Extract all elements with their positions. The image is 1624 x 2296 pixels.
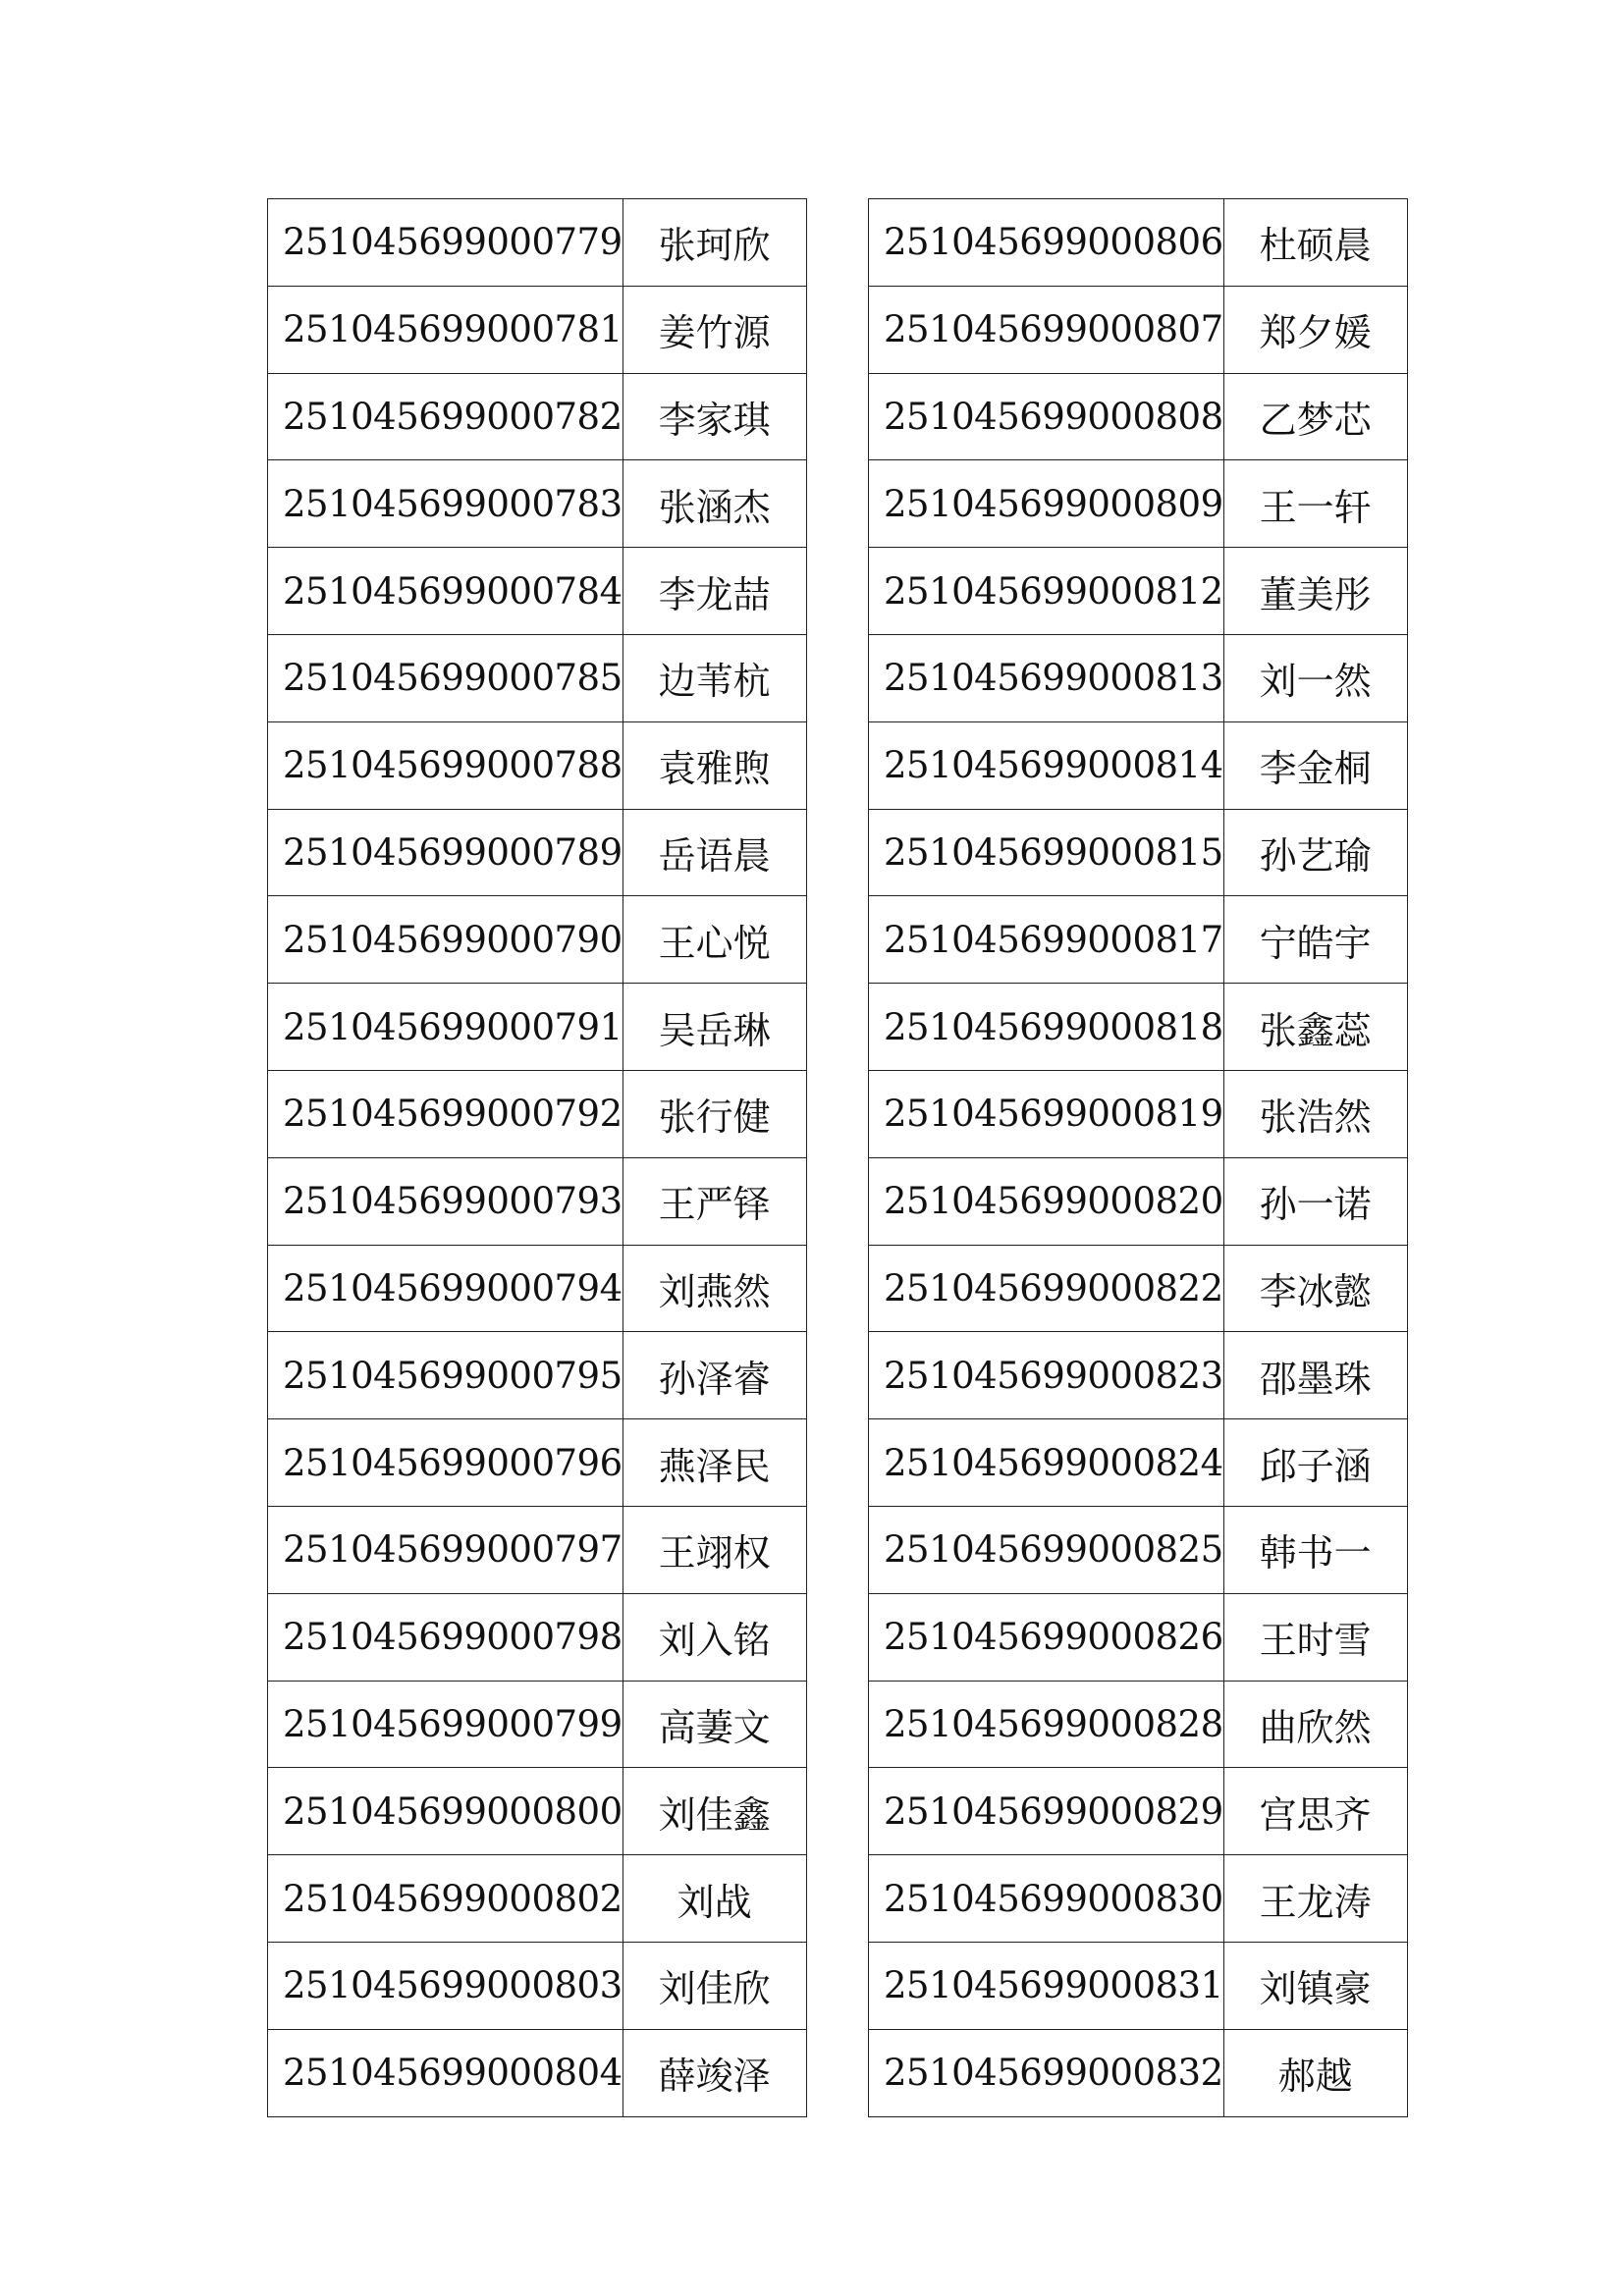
candidate-name-cell: 李冰懿 [1223,1245,1407,1332]
candidate-name-cell: 张涵杰 [623,460,806,548]
candidate-name-cell: 王龙涛 [1223,1855,1407,1943]
table-row [268,1855,807,1943]
table-row [869,2029,1408,2116]
candidate-name-cell: 王一轩 [1223,460,1407,548]
table-row [869,1419,1408,1507]
table-row [869,721,1408,809]
candidate-id-cell: 251045699000790 [268,896,623,984]
candidate-id-cell: 251045699000804 [268,2029,623,2116]
candidate-id-cell: 251045699000825 [869,1506,1224,1593]
candidate-name-cell: 邱子涵 [1223,1419,1407,1507]
candidate-name-cell: 袁雅煦 [623,721,806,809]
table-row [268,896,807,984]
candidate-id-cell: 251045699000818 [869,984,1224,1071]
candidate-id-cell: 251045699000788 [268,721,623,809]
candidate-name-cell: 曲欣然 [1223,1681,1407,1768]
candidate-name-cell: 宫思齐 [1223,1768,1407,1855]
candidate-name-cell: 刘入铭 [623,1593,806,1681]
candidate-id-cell: 251045699000793 [268,1157,623,1245]
candidate-id-cell: 251045699000789 [268,809,623,896]
candidate-id-cell: 251045699000809 [869,460,1224,548]
candidate-name-cell: 刘燕然 [623,1245,806,1332]
table-row [268,1681,807,1768]
candidate-id-cell: 251045699000812 [869,548,1224,635]
table-row [268,1942,807,2029]
roster-table-right [868,198,1408,2117]
table-row [268,373,807,460]
table-row [268,199,807,287]
table-row [869,634,1408,721]
roster-table-left-body [268,199,807,2117]
candidate-id-cell: 251045699000799 [268,1681,623,1768]
candidate-name-cell: 孙一诺 [1223,1157,1407,1245]
candidate-id-cell: 251045699000806 [869,199,1224,287]
candidate-id-cell: 251045699000826 [869,1593,1224,1681]
candidate-id-cell: 251045699000819 [869,1070,1224,1157]
table-row [869,460,1408,548]
candidate-name-cell: 乙梦芯 [1223,373,1407,460]
candidate-name-cell: 李龙喆 [623,548,806,635]
table-row [268,1332,807,1419]
candidate-id-cell: 251045699000783 [268,460,623,548]
candidate-id-cell: 251045699000828 [869,1681,1224,1768]
table-row [869,1070,1408,1157]
candidate-name-cell: 刘战 [623,1855,806,1943]
candidate-name-cell: 董美彤 [1223,548,1407,635]
candidate-name-cell: 邵墨珠 [1223,1332,1407,1419]
candidate-id-cell: 251045699000800 [268,1768,623,1855]
candidate-name-cell: 李金桐 [1223,721,1407,809]
candidate-id-cell: 251045699000798 [268,1593,623,1681]
candidate-id-cell: 251045699000824 [869,1419,1224,1507]
table-row [268,1593,807,1681]
candidate-id-cell: 251045699000781 [268,286,623,373]
table-row [869,1942,1408,2029]
candidate-name-cell: 王心悦 [623,896,806,984]
table-row [268,1768,807,1855]
candidate-name-cell: 王时雪 [1223,1593,1407,1681]
candidate-id-cell: 251045699000779 [268,199,623,287]
candidate-id-cell: 251045699000813 [869,634,1224,721]
candidate-name-cell: 姜竹源 [623,286,806,373]
candidate-name-cell: 孙艺瑜 [1223,809,1407,896]
candidate-name-cell: 李家琪 [623,373,806,460]
table-row [268,1157,807,1245]
candidate-id-cell: 251045699000815 [869,809,1224,896]
table-row [268,1070,807,1157]
candidate-id-cell: 251045699000802 [268,1855,623,1943]
candidate-name-cell: 王严铎 [623,1157,806,1245]
table-row [268,286,807,373]
table-row [869,1245,1408,1332]
candidate-name-cell: 张行健 [623,1070,806,1157]
table-row [268,1506,807,1593]
table-row [268,1245,807,1332]
candidate-name-cell: 刘一然 [1223,634,1407,721]
candidate-name-cell: 宁皓宇 [1223,896,1407,984]
candidate-id-cell: 251045699000814 [869,721,1224,809]
table-row [869,1157,1408,1245]
table-row [869,1681,1408,1768]
table-row [869,1593,1408,1681]
candidate-name-cell: 边苇杭 [623,634,806,721]
candidate-id-cell: 251045699000785 [268,634,623,721]
table-row [869,548,1408,635]
table-row [869,1768,1408,1855]
candidate-name-cell: 刘镇豪 [1223,1942,1407,2029]
table-row [869,373,1408,460]
candidate-id-cell: 251045699000808 [869,373,1224,460]
roster-table-right-body [869,199,1408,2117]
candidate-id-cell: 251045699000803 [268,1942,623,2029]
candidate-name-cell: 韩书一 [1223,1506,1407,1593]
table-row [869,896,1408,984]
candidate-id-cell: 251045699000832 [869,2029,1224,2116]
candidate-name-cell: 岳语晨 [623,809,806,896]
table-row [268,2029,807,2116]
table-row [268,984,807,1071]
candidate-name-cell: 王翊权 [623,1506,806,1593]
table-row [869,1332,1408,1419]
candidate-name-cell: 张浩然 [1223,1070,1407,1157]
table-row [268,721,807,809]
table-row [869,1506,1408,1593]
candidate-name-cell: 刘佳鑫 [623,1768,806,1855]
candidate-name-cell: 高萋文 [623,1681,806,1768]
table-row [869,809,1408,896]
candidate-id-cell: 251045699000782 [268,373,623,460]
candidate-name-cell: 孙泽睿 [623,1332,806,1419]
candidate-name-cell: 吴岳琳 [623,984,806,1071]
table-row [268,548,807,635]
candidate-id-cell: 251045699000830 [869,1855,1224,1943]
candidate-name-cell: 杜硕晨 [1223,199,1407,287]
candidate-id-cell: 251045699000795 [268,1332,623,1419]
table-row [268,460,807,548]
candidate-id-cell: 251045699000792 [268,1070,623,1157]
candidate-id-cell: 251045699000794 [268,1245,623,1332]
candidate-name-cell: 郑夕媛 [1223,286,1407,373]
candidate-id-cell: 251045699000791 [268,984,623,1071]
candidate-id-cell: 251045699000822 [869,1245,1224,1332]
table-row [869,984,1408,1071]
candidate-id-cell: 251045699000817 [869,896,1224,984]
candidate-id-cell: 251045699000796 [268,1419,623,1507]
table-row [268,1419,807,1507]
candidate-name-cell: 郝越 [1223,2029,1407,2116]
candidate-id-cell: 251045699000807 [869,286,1224,373]
candidate-id-cell: 251045699000829 [869,1768,1224,1855]
table-row [869,1855,1408,1943]
candidate-name-cell: 张珂欣 [623,199,806,287]
candidate-id-cell: 251045699000784 [268,548,623,635]
candidate-name-cell: 薛竣泽 [623,2029,806,2116]
table-row [268,634,807,721]
candidate-id-cell: 251045699000797 [268,1506,623,1593]
candidate-name-cell: 刘佳欣 [623,1942,806,2029]
candidate-id-cell: 251045699000823 [869,1332,1224,1419]
table-row [869,286,1408,373]
candidate-name-cell: 燕泽民 [623,1419,806,1507]
candidate-id-cell: 251045699000820 [869,1157,1224,1245]
table-row [869,199,1408,287]
table-row [268,809,807,896]
candidate-id-cell: 251045699000831 [869,1942,1224,2029]
roster-table-left [267,198,807,2117]
candidate-name-cell: 张鑫蕊 [1223,984,1407,1071]
